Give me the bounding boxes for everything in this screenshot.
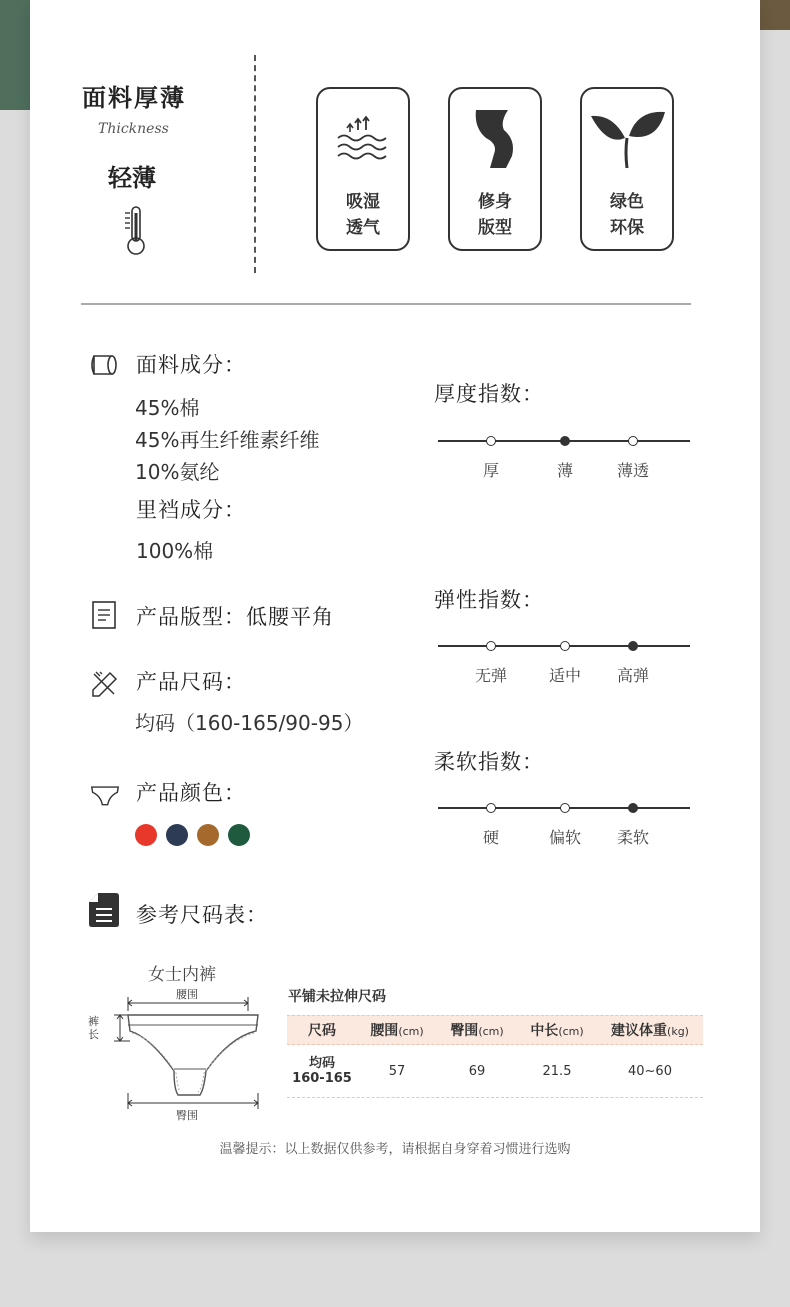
thickness-value: 轻薄 [108, 163, 156, 192]
table-header-row [287, 1015, 703, 1045]
scale-label: 薄透 [616, 461, 649, 480]
fabric-roll-icon [90, 350, 120, 380]
scale-dot [628, 436, 638, 446]
softness-scale-title: 柔软指数： [434, 750, 544, 774]
thickness-scale [438, 420, 690, 490]
underwear-diagram [100, 995, 270, 1110]
scale-label: 薄 [556, 461, 573, 480]
header-cell: 中长(cm) [530, 1023, 584, 1039]
size-value: 均码（160-165/90-95） [135, 711, 364, 735]
thermometer-icon [123, 205, 149, 257]
thickness-subtitle: Thickness [98, 121, 169, 137]
scale-label: 无弹 [474, 666, 507, 685]
thickness-title: 面料厚薄 [82, 83, 186, 112]
elasticity-scale [438, 625, 690, 695]
underwear-icon [90, 780, 120, 810]
waist-label: 腰围 [176, 988, 198, 1001]
size-chart-icon [88, 892, 120, 928]
scale-dot [486, 641, 496, 651]
table-row [287, 1045, 703, 1098]
size-table [287, 1015, 703, 1098]
scale-dot [560, 803, 570, 813]
size-title: 产品尺码： [136, 670, 246, 694]
header-divider [254, 55, 256, 273]
hip-label: 臀围 [176, 1109, 198, 1122]
size-cell: 均码 160-165 [292, 1056, 352, 1086]
diagram-title: 女士内裤 [148, 965, 216, 985]
scale-dot-selected [628, 641, 638, 651]
lining-title: 里裆成分： [136, 498, 246, 522]
header-cell: 臀围(cm) [450, 1023, 504, 1039]
tip-text: 温馨提示：以上数据仅供参考，请根据自身穿着习惯进行选购 [219, 1142, 571, 1157]
scale-dot [560, 641, 570, 651]
table-title: 平铺未拉伸尺码 [288, 989, 386, 1005]
scale-dot-selected [560, 436, 570, 446]
size-chart-title: 参考尺码表： [136, 903, 268, 927]
feature-slim-fit [448, 87, 542, 251]
fabric-item: 45%再生纤维素纤维 [135, 428, 320, 452]
scale-label: 硬 [482, 828, 499, 847]
header-cell: 尺码 [308, 1023, 336, 1039]
scale-label: 适中 [548, 666, 581, 685]
body-shape-icon [470, 108, 520, 170]
hip-cell: 69 [468, 1063, 486, 1079]
scale-label: 高弹 [616, 666, 649, 685]
fabric-title: 面料成分： [136, 353, 246, 377]
color-swatch-green[interactable] [228, 824, 250, 846]
section-divider [81, 303, 691, 305]
scale-label: 偏软 [548, 828, 581, 847]
length-cell: 21.5 [542, 1063, 572, 1079]
product-detail-card [30, 0, 760, 1232]
elasticity-scale-title: 弹性指数： [434, 588, 544, 612]
feature-label: 吸湿 透气 [346, 192, 380, 238]
waist-cell: 57 [388, 1063, 406, 1079]
fabric-item: 10%氨纶 [135, 460, 220, 484]
color-title: 产品颜色： [136, 781, 246, 805]
scale-dot [486, 436, 496, 446]
scale-label: 厚 [482, 461, 499, 480]
fabric-composition [135, 392, 319, 488]
document-icon [90, 600, 120, 630]
scale-label: 柔软 [616, 828, 649, 847]
ruler-pencil-icon [90, 668, 120, 698]
color-swatch-red[interactable] [135, 824, 157, 846]
feature-breathable [316, 87, 410, 251]
color-swatch-navy[interactable] [166, 824, 188, 846]
thickness-scale-title: 厚度指数： [434, 382, 544, 406]
fabric-item: 45%棉 [135, 396, 200, 420]
scale-dot-selected [628, 803, 638, 813]
softness-scale [438, 787, 690, 857]
style-row [136, 601, 334, 631]
feature-label: 绿色 环保 [610, 192, 644, 238]
color-swatch-brown[interactable] [197, 824, 219, 846]
weight-cell: 40~60 [628, 1063, 672, 1079]
leaf-icon [587, 108, 667, 170]
header-cell: 建议体重(kg) [611, 1023, 689, 1039]
lining-value: 100%棉 [136, 539, 214, 563]
feature-label: 修身 版型 [478, 192, 512, 238]
scale-dot [486, 803, 496, 813]
header-cell: 腰围(cm) [370, 1023, 424, 1039]
wave-breathable-icon [336, 116, 390, 162]
style-title: 产品版型： [136, 605, 246, 629]
length-label: 裤长 [88, 1015, 99, 1041]
style-value: 低腰平角 [246, 605, 334, 629]
feature-eco [580, 87, 674, 251]
